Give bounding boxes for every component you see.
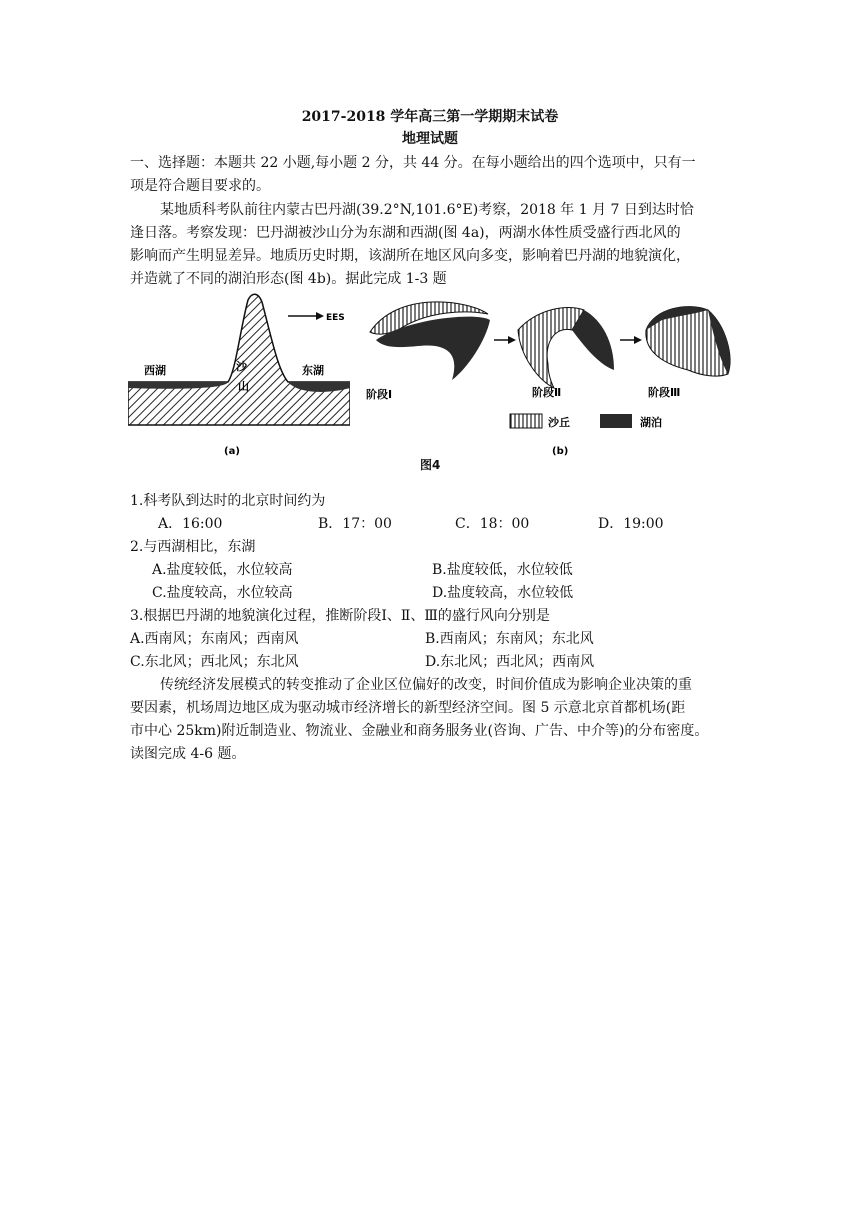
stage2-label: 阶段Ⅱ <box>532 386 562 399</box>
legend-lake-swatch <box>600 414 632 428</box>
figure-4a <box>128 290 350 460</box>
exam-subtitle: 地理试题 <box>402 131 458 147</box>
legend-dune-label: 沙丘 <box>548 416 570 429</box>
passage2-line1: 传统经济发展模式的转变推动了企业区位偏好的改变，时间价值成为影响企业决策的重 <box>160 677 692 693</box>
question-2-option-b: B.盐度较低，水位较低 <box>432 562 573 578</box>
question-3-option-c: C.东北风；西北风；东北风 <box>130 654 299 670</box>
arrowhead-2-icon <box>634 336 642 344</box>
passage2-line4: 读图完成 4-6 题。 <box>130 746 246 762</box>
legend-dune-swatch <box>510 414 542 428</box>
question-3-stem: 3.根据巴丹湖的地貌演化过程，推断阶段Ⅰ、Ⅱ、Ⅲ的盛行风向分别是 <box>130 608 550 624</box>
stage1-label: 阶段Ⅰ <box>366 388 393 401</box>
question-3-option-b: B.西南风；东南风；东北风 <box>425 631 594 647</box>
question-1-option-d: D．19:00 <box>598 516 664 532</box>
question-3-option-d: D.东北风；西北风；西南风 <box>425 654 595 670</box>
west-lake-label: 西湖 <box>144 364 166 377</box>
section-intro-line2: 项是符合题目要求的。 <box>130 178 270 194</box>
figure-caption: 图4 <box>420 458 441 472</box>
legend-lake-label: 湖泊 <box>640 416 662 429</box>
question-2-option-d: D.盐度较高，水位较低 <box>432 585 574 601</box>
mountain-label: 山 <box>238 380 249 393</box>
sand-label: 沙 <box>236 360 247 373</box>
wind-arrowhead-icon <box>316 312 324 320</box>
question-3-option-a: A.西南风；东南风；西南风 <box>130 631 299 647</box>
passage1-line2: 逢日落。考察发现：巴丹湖被沙山分为东湖和西湖(图 4a)，两湖水体性质受盛行西北风的 <box>130 225 681 241</box>
figure-4b-caption: (b) <box>552 446 569 457</box>
question-1-option-b: B．17：00 <box>318 516 392 532</box>
arrowhead-1-icon <box>508 336 516 344</box>
east-lake-label: 东湖 <box>302 364 324 377</box>
question-1-option-a: A．16:00 <box>158 516 223 532</box>
question-1-option-c: C．18：00 <box>455 516 530 532</box>
stage3-label: 阶段Ⅲ <box>648 386 681 399</box>
figure-4b <box>358 290 738 460</box>
question-2-option-c: C.盐度较高，水位较高 <box>152 585 293 601</box>
question-2-option-a: A.盐度较低，水位较高 <box>152 562 293 578</box>
passage1-line3: 影响而产生明显差异。地质历史时期，该湖所在地区风向多变，影响着巴丹湖的地貌演化， <box>130 248 690 264</box>
passage2-line3: 市中心 25km)附近制造业、物流业、金融业和商务服务业(咨询、广告、中介等)的分布密度。 <box>130 723 709 739</box>
stage2-dune-shape <box>518 307 584 388</box>
figure-4a-caption: (a) <box>224 446 240 457</box>
wind-label: EES <box>326 313 345 323</box>
passage1-line4: 并造就了不同的湖泊形态(图 4b)。据此完成 1-3 题 <box>130 271 447 287</box>
section-intro-line1: 一、选择题：本题共 22 小题,每小题 2 分，共 44 分。在每小题给出的四个选项中，只有一 <box>130 155 696 171</box>
passage1-line1: 某地质科考队前往内蒙古巴丹湖(39.2°N,101.6°E)考察，2018 年 1 月 7 日到达时恰 <box>160 202 694 218</box>
exam-title: 2017-2018 学年高三第一学期期末试卷 <box>301 109 559 125</box>
passage2-line2: 要因素，机场周边地区成为驱动城市经济增长的新型经济空间。图 5 示意北京首都机场(距 <box>130 700 686 716</box>
question-1-stem: 1.科考队到达时的北京时间约为 <box>130 493 326 509</box>
question-2-stem: 2.与西湖相比，东湖 <box>130 539 256 555</box>
